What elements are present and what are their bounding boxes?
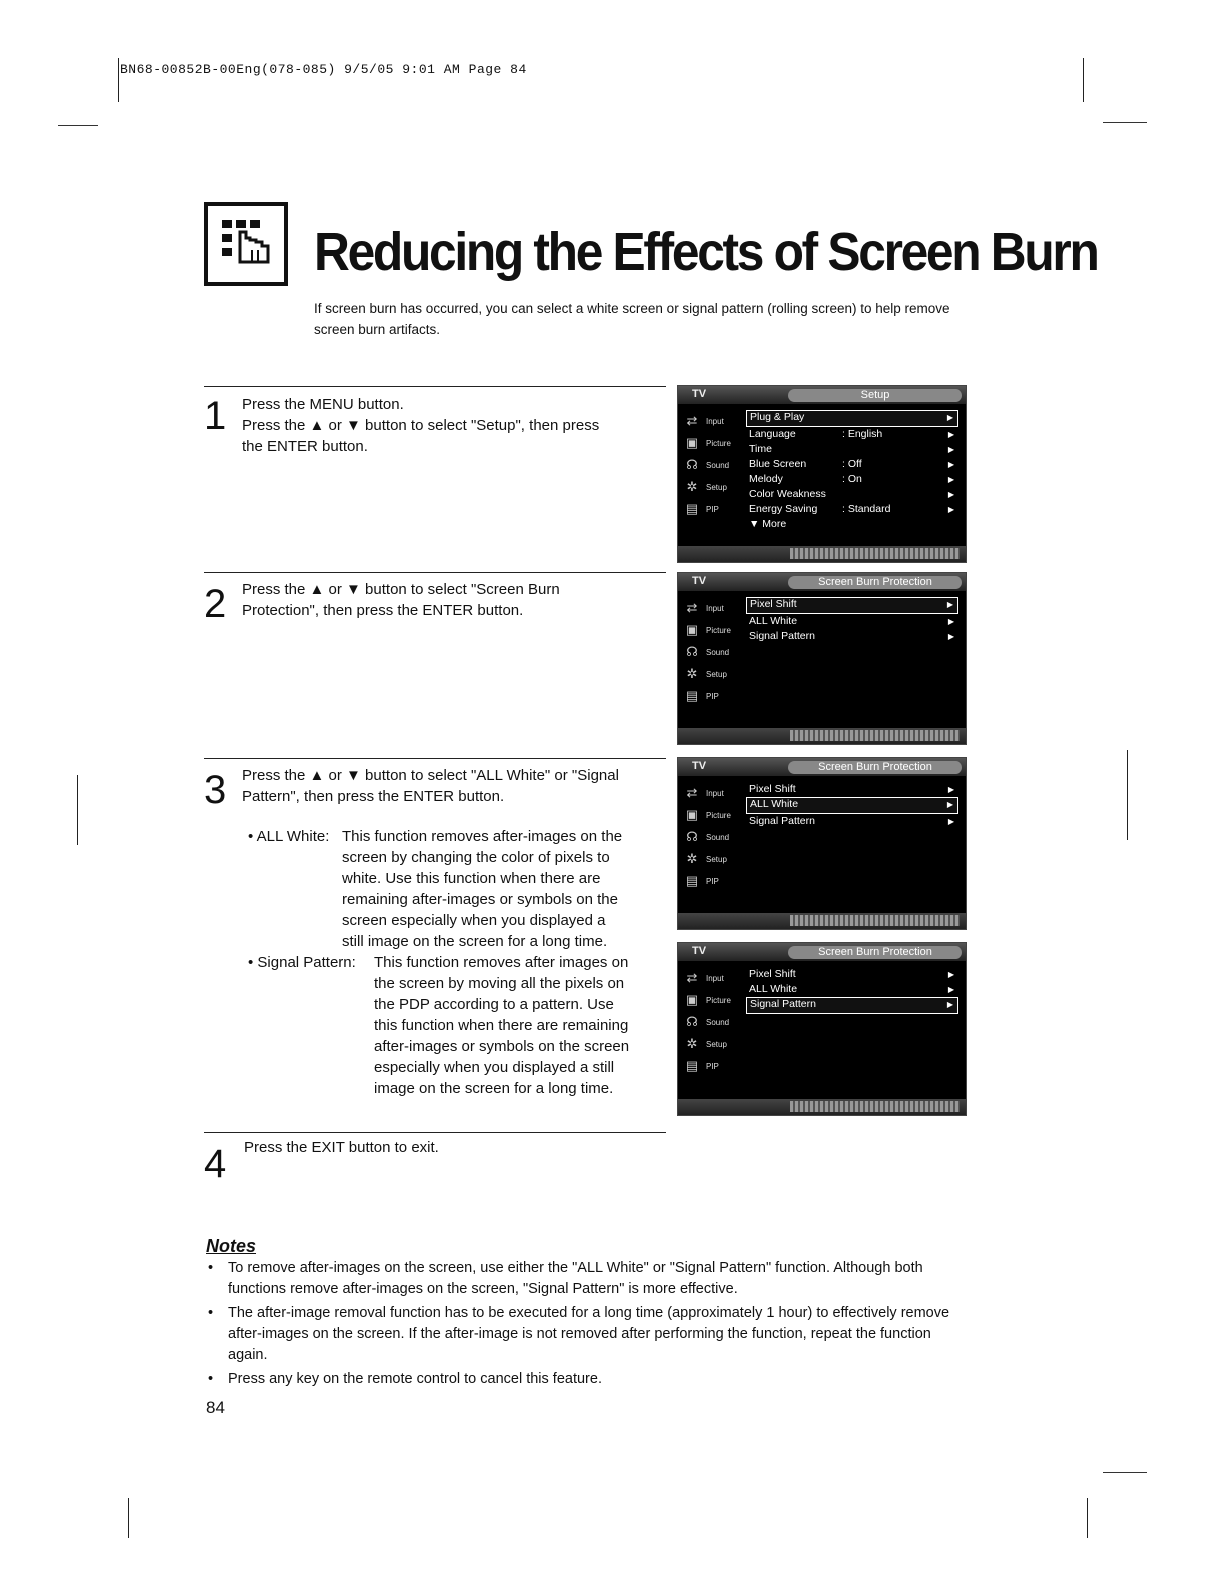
osd-sidebar-label: Picture bbox=[706, 625, 731, 635]
note-item: • To remove after-images on the screen, use either the "ALL White" or "Signal Pattern" function. Although both functions remove after-images on the screen, "Signal Pattern" is more effective. bbox=[206, 1258, 966, 1300]
bullet-text bbox=[374, 952, 664, 1099]
arrow-right-icon: ▶ bbox=[947, 490, 954, 499]
osd-help-graphic bbox=[790, 1101, 960, 1112]
arrow-right-icon: ▶ bbox=[947, 970, 954, 979]
osd-menu-item bbox=[746, 614, 958, 629]
divider bbox=[204, 386, 666, 387]
osd-sidebar-label: Input bbox=[706, 973, 724, 983]
osd-menu-item bbox=[746, 982, 958, 997]
osd-sidebar-item bbox=[682, 1055, 744, 1077]
osd-sidebar-label: PIP bbox=[706, 504, 719, 514]
crop-mark bbox=[1087, 1498, 1088, 1538]
osd-sidebar-label: Setup bbox=[706, 854, 727, 864]
osd-source-label: TV bbox=[692, 760, 707, 772]
arrow-right-icon: ▶ bbox=[947, 632, 954, 641]
osd-sidebar-item bbox=[682, 804, 744, 826]
osd-source-label: TV bbox=[692, 945, 707, 957]
osd-sidebar-label: Setup bbox=[706, 1039, 727, 1049]
osd-menu-list bbox=[746, 782, 958, 829]
page-number: 84 bbox=[206, 1398, 225, 1417]
osd-item-value: : English bbox=[842, 428, 883, 440]
osd-menu-item bbox=[746, 967, 958, 982]
setup-icon: ✲ bbox=[686, 851, 698, 866]
page-title: Reducing the Effects of Screen Burn bbox=[314, 222, 1098, 282]
osd-sidebar-label: Setup bbox=[706, 669, 727, 679]
osd-item-label: Signal Pattern bbox=[750, 998, 816, 1010]
osd-sidebar bbox=[682, 597, 744, 707]
osd-sidebar-item bbox=[682, 967, 744, 989]
crop-mark bbox=[128, 1498, 129, 1538]
osd-sidebar-item bbox=[682, 597, 744, 619]
osd-sidebar bbox=[682, 967, 744, 1077]
osd-sidebar-item bbox=[682, 685, 744, 707]
osd-item-value: : Off bbox=[842, 458, 862, 470]
bullet-line: screen especially when you displayed a bbox=[342, 912, 606, 929]
pip-icon: ▤ bbox=[685, 688, 699, 703]
input-icon: ⇄ bbox=[686, 970, 698, 985]
sound-icon: ☊ bbox=[686, 829, 698, 844]
osd-title-bar bbox=[678, 943, 966, 961]
bullet-text bbox=[342, 826, 662, 952]
osd-menu-item bbox=[746, 410, 958, 427]
tv-menu-screen-burn-protection bbox=[677, 942, 967, 1116]
osd-menu-item bbox=[746, 814, 958, 829]
divider bbox=[204, 1132, 666, 1133]
arrow-right-icon: ▶ bbox=[947, 817, 954, 826]
pip-icon: ▤ bbox=[685, 873, 699, 888]
osd-menu-title: Setup bbox=[788, 389, 962, 402]
osd-sidebar-label: Sound bbox=[706, 647, 730, 657]
osd-menu-item bbox=[746, 487, 958, 502]
bullet-line: image on the screen for a long time. bbox=[374, 1080, 614, 1097]
step-line: Pattern", then press the ENTER button. bbox=[242, 788, 505, 805]
osd-item-label: Pixel Shift bbox=[750, 598, 797, 610]
setup-icon: ✲ bbox=[686, 479, 698, 494]
osd-item-label: Melody bbox=[749, 473, 783, 485]
osd-sidebar-label: Sound bbox=[706, 460, 730, 470]
osd-menu-title: Screen Burn Protection bbox=[788, 576, 962, 589]
osd-sidebar-item bbox=[682, 663, 744, 685]
arrow-right-icon: ▶ bbox=[947, 460, 954, 469]
osd-menu-list bbox=[746, 967, 958, 1014]
bullet-line: the screen by moving all the pixels on bbox=[374, 975, 625, 992]
osd-item-label: ALL White bbox=[749, 983, 798, 995]
tv-menu-screen-setup bbox=[677, 385, 967, 563]
note-item: • Press any key on the remote control to cancel this feature. bbox=[206, 1369, 966, 1390]
osd-sidebar-item bbox=[682, 782, 744, 804]
osd-menu-item bbox=[746, 629, 958, 644]
osd-sidebar-item bbox=[682, 619, 744, 641]
crop-mark bbox=[58, 125, 98, 126]
osd-source-label: TV bbox=[692, 575, 707, 587]
step-text bbox=[242, 394, 599, 457]
osd-sidebar-item bbox=[682, 1011, 744, 1033]
osd-item-label: Pixel Shift bbox=[749, 783, 796, 795]
step-text bbox=[244, 1137, 439, 1158]
osd-item-label: Time bbox=[749, 443, 772, 455]
osd-sidebar-item bbox=[682, 641, 744, 663]
osd-item-label: Language bbox=[749, 428, 796, 440]
setup-icon: ✲ bbox=[686, 1036, 698, 1051]
divider bbox=[204, 758, 666, 759]
osd-sidebar-item bbox=[682, 454, 744, 476]
osd-menu-title: Screen Burn Protection bbox=[788, 761, 962, 774]
notes-list bbox=[206, 1258, 966, 1393]
sound-icon: ☊ bbox=[686, 457, 698, 472]
arrow-right-icon: ▶ bbox=[947, 785, 954, 794]
osd-item-label: Color Weakness bbox=[749, 488, 826, 500]
osd-sidebar-label: Sound bbox=[706, 832, 730, 842]
osd-item-label: Signal Pattern bbox=[749, 815, 815, 827]
osd-sidebar-label: Picture bbox=[706, 438, 731, 448]
osd-sidebar-item bbox=[682, 498, 744, 520]
arrow-right-icon: ▶ bbox=[946, 413, 953, 422]
osd-item-label: Signal Pattern bbox=[749, 630, 815, 642]
osd-item-label: Plug & Play bbox=[750, 411, 805, 423]
osd-title-bar bbox=[678, 573, 966, 591]
osd-help-bar bbox=[678, 1099, 966, 1115]
step-number: 1 bbox=[204, 394, 227, 438]
osd-sidebar-item bbox=[682, 1033, 744, 1055]
osd-item-label: Blue Screen bbox=[749, 458, 807, 470]
input-icon: ⇄ bbox=[686, 600, 698, 615]
osd-sidebar-label: Input bbox=[706, 788, 724, 798]
osd-item-label: Energy Saving bbox=[749, 503, 818, 515]
crop-mark bbox=[118, 58, 119, 102]
arrow-right-icon: ▶ bbox=[946, 800, 953, 809]
osd-sidebar-label: PIP bbox=[706, 691, 719, 701]
sound-icon: ☊ bbox=[686, 1014, 698, 1029]
setup-icon: ✲ bbox=[686, 666, 698, 681]
osd-menu-item bbox=[746, 442, 958, 457]
osd-sidebar-label: Picture bbox=[706, 995, 731, 1005]
osd-sidebar bbox=[682, 410, 744, 520]
osd-sidebar bbox=[682, 782, 744, 892]
bullet-line: remaining after-images or symbols on the bbox=[342, 891, 618, 908]
step-line: Protection", then press the ENTER button. bbox=[242, 602, 524, 619]
input-icon: ⇄ bbox=[686, 413, 698, 428]
notes-heading: Notes bbox=[206, 1236, 257, 1256]
pip-icon: ▤ bbox=[685, 501, 699, 516]
osd-title-bar bbox=[678, 386, 966, 404]
step-number: 2 bbox=[204, 582, 227, 626]
osd-sidebar-label: PIP bbox=[706, 1061, 719, 1071]
bullet-line: this function when there are remaining bbox=[374, 1017, 629, 1034]
intro-text: If screen burn has occurred, you can select a white screen or signal pattern (rolling screen) to help remove screen burn artifacts. bbox=[314, 301, 950, 337]
osd-menu-item bbox=[746, 797, 958, 814]
arrow-right-icon: ▶ bbox=[947, 617, 954, 626]
osd-sidebar-item bbox=[682, 870, 744, 892]
bullet-line: screen by changing the color of pixels to bbox=[342, 849, 610, 866]
pip-icon: ▤ bbox=[685, 1058, 699, 1073]
bullet-line: white. Use this function when there are bbox=[342, 870, 601, 887]
osd-help-graphic bbox=[790, 915, 960, 926]
osd-item-label: ALL White bbox=[749, 615, 798, 627]
registration-mark bbox=[77, 775, 78, 845]
osd-sidebar-label: Picture bbox=[706, 810, 731, 820]
step-line: Press the ▲ or ▼ button to select "Screen Burn bbox=[242, 581, 560, 598]
osd-help-bar bbox=[678, 913, 966, 929]
picture-icon: ▣ bbox=[685, 807, 699, 822]
arrow-right-icon: ▶ bbox=[946, 600, 953, 609]
osd-menu-item bbox=[746, 517, 958, 532]
note-item: • The after-image removal function has to be executed for a long time (approximately 1 hour) to effectively remove after-images on the screen. If the after-image is not removed after performing the function, repeat the function again. bbox=[206, 1303, 966, 1366]
registration-mark bbox=[1127, 750, 1128, 840]
osd-menu-item bbox=[746, 997, 958, 1014]
arrow-right-icon: ▶ bbox=[947, 505, 954, 514]
osd-menu-item bbox=[746, 782, 958, 797]
bullet-line: the PDP according to a pattern. Use bbox=[374, 996, 614, 1013]
arrow-right-icon: ▶ bbox=[947, 985, 954, 994]
divider bbox=[204, 572, 666, 573]
osd-sidebar-item bbox=[682, 410, 744, 432]
osd-menu-item bbox=[746, 502, 958, 517]
osd-item-value: : On bbox=[842, 473, 862, 485]
step-line: Press the ▲ or ▼ button to select "ALL White" or "Signal bbox=[242, 767, 619, 784]
osd-sidebar-label: Setup bbox=[706, 482, 727, 492]
osd-menu-item bbox=[746, 457, 958, 472]
arrow-right-icon: ▶ bbox=[946, 1000, 953, 1009]
crop-mark bbox=[1103, 1472, 1147, 1473]
print-header: BN68-00852B-00Eng(078-085) 9/5/05 9:01 AM Page 84 bbox=[120, 62, 527, 77]
osd-help-bar bbox=[678, 546, 966, 562]
hand-pointer-icon bbox=[204, 202, 288, 286]
osd-sidebar-label: Input bbox=[706, 416, 724, 426]
tv-menu-screen-burn-protection bbox=[677, 757, 967, 930]
step-number: 4 bbox=[204, 1142, 227, 1186]
osd-help-graphic bbox=[790, 548, 960, 559]
osd-sidebar-label: Sound bbox=[706, 1017, 730, 1027]
step-line: Press the EXIT button to exit. bbox=[244, 1139, 439, 1156]
osd-menu-list bbox=[746, 597, 958, 644]
arrow-right-icon: ▶ bbox=[947, 445, 954, 454]
osd-item-label: ▼ More bbox=[749, 518, 787, 530]
osd-menu-title: Screen Burn Protection bbox=[788, 946, 962, 959]
bullet-line: after-images or symbols on the screen bbox=[374, 1038, 630, 1055]
sound-icon: ☊ bbox=[686, 644, 698, 659]
osd-sidebar-item bbox=[682, 432, 744, 454]
osd-menu-list bbox=[746, 410, 958, 532]
arrow-right-icon: ▶ bbox=[947, 475, 954, 484]
osd-source-label: TV bbox=[692, 388, 707, 400]
arrow-right-icon: ▶ bbox=[947, 430, 954, 439]
osd-sidebar-item bbox=[682, 989, 744, 1011]
osd-item-value: : Standard bbox=[842, 503, 891, 515]
osd-help-graphic bbox=[790, 730, 960, 741]
osd-menu-item bbox=[746, 427, 958, 442]
osd-sidebar-label: PIP bbox=[706, 876, 719, 886]
tv-menu-screen-burn-protection bbox=[677, 572, 967, 745]
step-line: the ENTER button. bbox=[242, 438, 368, 455]
osd-sidebar-item bbox=[682, 826, 744, 848]
step-number: 3 bbox=[204, 768, 227, 812]
crop-mark bbox=[1103, 122, 1147, 123]
crop-mark bbox=[1083, 58, 1084, 102]
osd-sidebar-label: Input bbox=[706, 603, 724, 613]
step-line: Press the MENU button. bbox=[242, 396, 404, 413]
osd-item-label: Pixel Shift bbox=[749, 968, 796, 980]
osd-item-label: ALL White bbox=[750, 798, 799, 810]
step-line: Press the ▲ or ▼ button to select "Setup", then press bbox=[242, 417, 600, 434]
osd-sidebar-item bbox=[682, 848, 744, 870]
bullet-line: This function removes after images on bbox=[374, 954, 629, 971]
step-text bbox=[242, 579, 560, 621]
bullet-line: still image on the screen for a long time. bbox=[342, 933, 608, 950]
picture-icon: ▣ bbox=[685, 622, 699, 637]
bullet-line: especially when you displayed a still bbox=[374, 1059, 615, 1076]
osd-menu-item bbox=[746, 597, 958, 614]
step-text bbox=[242, 765, 619, 807]
osd-sidebar-item bbox=[682, 476, 744, 498]
bullet-label: • ALL White: bbox=[248, 828, 330, 845]
bullet-line: This function removes after-images on the bbox=[342, 828, 623, 845]
bullet-label: • Signal Pattern: bbox=[248, 954, 356, 971]
picture-icon: ▣ bbox=[685, 435, 699, 450]
input-icon: ⇄ bbox=[686, 785, 698, 800]
picture-icon: ▣ bbox=[685, 992, 699, 1007]
osd-title-bar bbox=[678, 758, 966, 776]
osd-menu-item bbox=[746, 472, 958, 487]
osd-help-bar bbox=[678, 728, 966, 744]
